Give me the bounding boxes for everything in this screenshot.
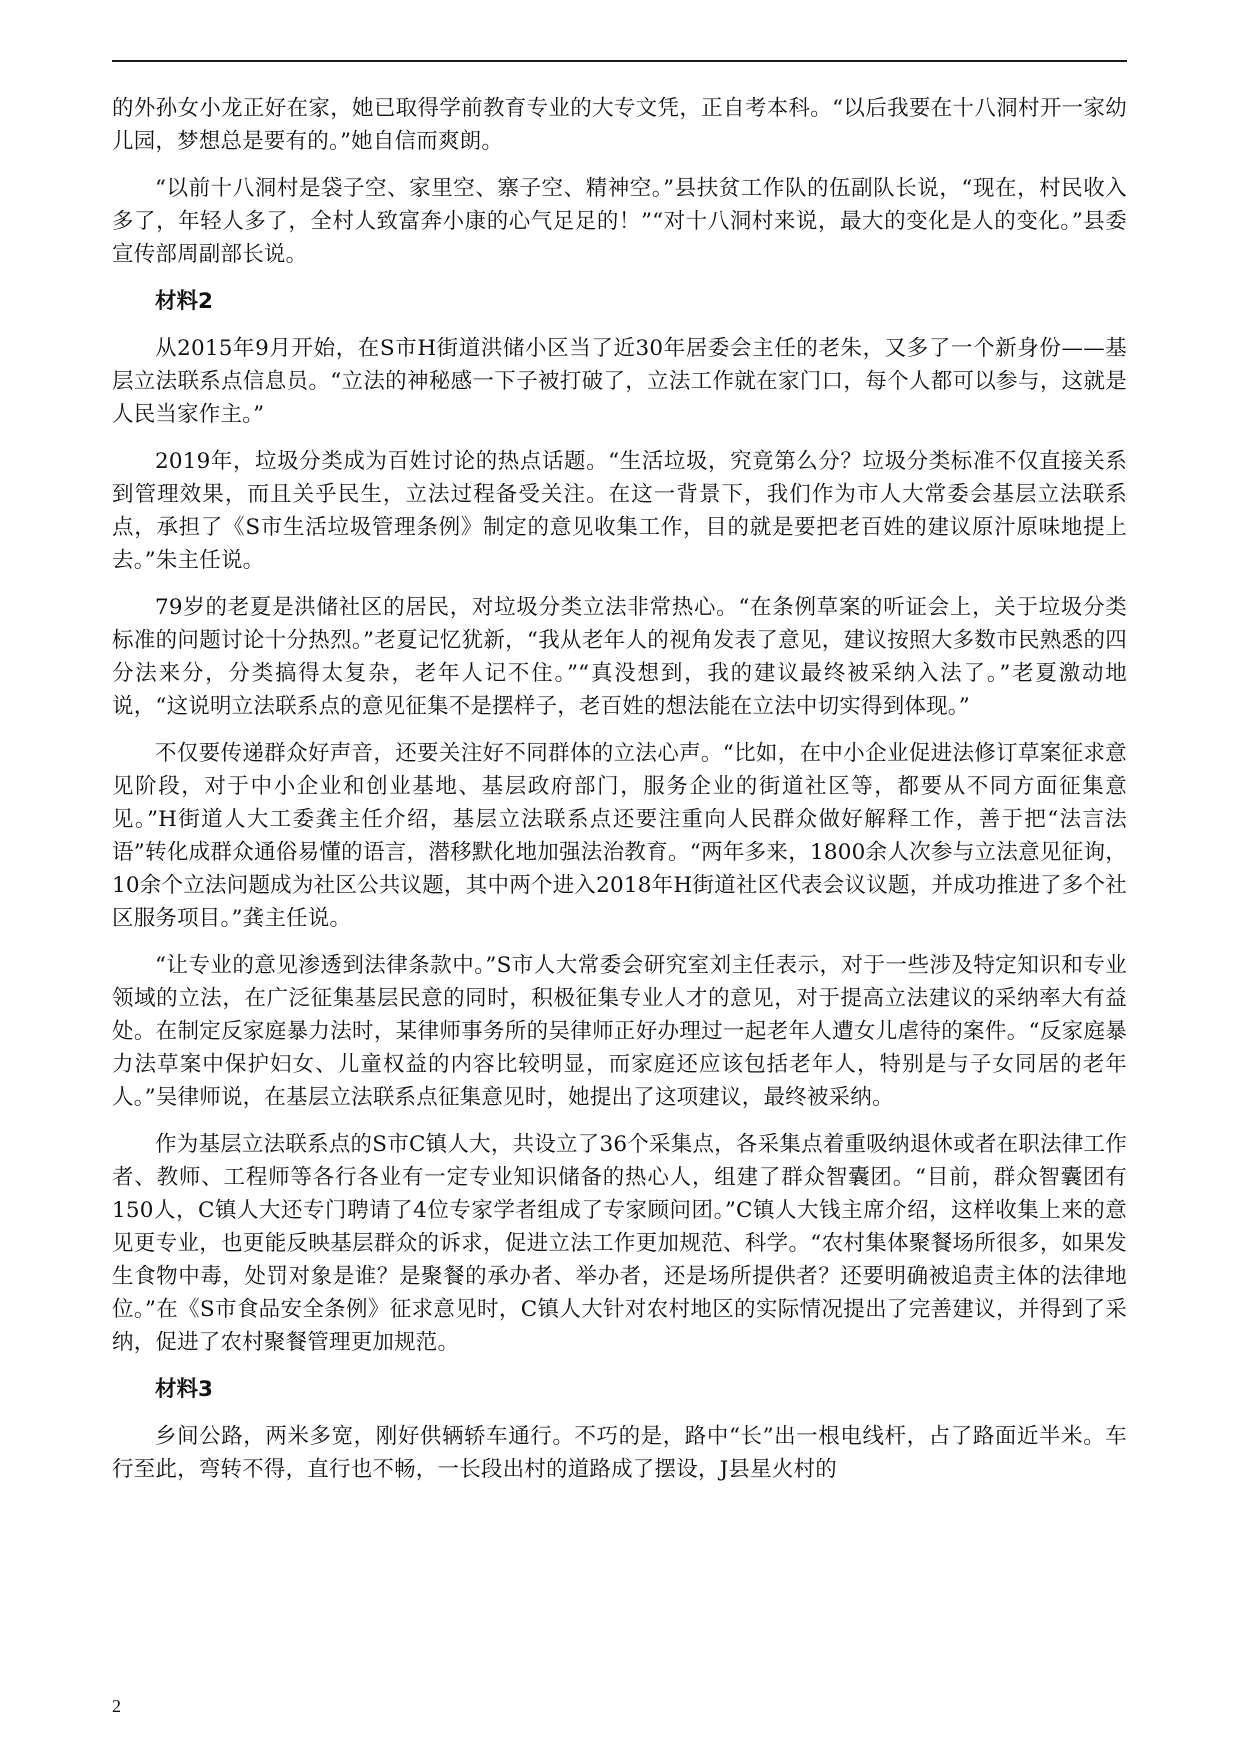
paragraph: 不仅要传递群众好声音，还要关注好不同群体的立法心声。“比如，在中小企业促进法修订草案征求意见阶段，对于中小企业和创业基地、基层政府部门，服务企业的街道社区等，都要从不同方面征集意见。”H街道人大工委龚主任介绍，基层立法联系点还要注重向人民群众做好解释工作，善于把“法言法语”转化成群众通俗易懂的语言，潜移默化地加强法治教育。“两年多来，1800余人次参与立法意见征询，10余个立法问题成为社区公共议题，其中两个进入2018年H街道社区代表会议议题，并成功推进了多个社区服务项目。”龚主任说。 [112, 741, 1127, 931]
document-body [112, 92, 1127, 1500]
paragraph: 从2015年9月开始，在S市H街道洪储小区当了近30年居委会主任的老朱，又多了一个新身份——基层立法联系点信息员。“立法的神秘感一下子被打破了，立法工作就在家门口，每个人都可以参与，这就是人民当家作主。” [112, 336, 1127, 427]
paragraph: 作为基层立法联系点的S市C镇人大，共设立了36个采集点，各采集点着重吸纳退休或者在职法律工作者、教师、工程师等各行各业有一定专业知识储备的热心人，组建了群众智囊团。“目前，群众智囊团有150人，C镇人大还专门聘请了4位专家学者组成了专家顾问团。”C镇人大钱主席介绍，这样收集上来的意见更专业，也更能反映基层群众的诉求，促进立法工作更加规范、科学。“农村集体聚餐场所很多，如果发生食物中毒，处罚对象是谁？是聚餐的承办者、举办者，还是场所提供者？还要明确被追责主体的法律地位。”在《S市食品安全条例》征求意见时，C镇人大针对农村地区的实际情况提出了完善建议，并得到了采纳，促进了农村聚餐管理更加规范。 [112, 1132, 1127, 1355]
paragraph: 乡间公路，两米多宽，刚好供辆轿车通行。不巧的是，路中“长”出一根电线杆，占了路面近半米。车行至此，弯转不得，直行也不畅，一长段出村的道路成了摆设，J县星火村的 [112, 1424, 1127, 1482]
paragraph: “让专业的意见渗透到法律条款中。”S市人大常委会研究室刘主任表示，对于一些涉及特定知识和专业领域的立法，在广泛征集基层民意的同时，积极征集专业人才的意见，对于提高立法建议的采纳率大有益处。在制定反家庭暴力法时，某律师事务所的吴律师正好办理过一起老年人遭女儿虐待的案件。“反家庭暴力法草案中保护妇女、儿童权益的内容比较明显，而家庭还应该包括老年人，特别是与子女同居的老年人。”吴律师说，在基层立法联系点征集意见时，她提出了这项建议，最终被采纳。 [112, 953, 1127, 1110]
paragraph: 2019年，垃圾分类成为百姓讨论的热点话题。“生活垃圾，究竟第么分？垃圾分类标准不仅直接关系到管理效果，而且关乎民生，立法过程备受关注。在这一背景下，我们作为市人大常委会基层立法联系点，承担了《S市生活垃圾管理条例》制定的意见收集工作，目的就是要把老百姓的建议原汁原味地提上去。”朱主任说。 [112, 449, 1127, 573]
paragraph: 的外孙女小龙正好在家，她已取得学前教育专业的大专文凭，正自考本科。“以后我要在十八洞村开一家幼儿园，梦想总是要有的。”她自信而爽朗。 [112, 96, 1127, 154]
section-title-material-2: 材料2 [155, 289, 213, 314]
page-number: 2 [112, 1696, 121, 1716]
paragraph: 79岁的老夏是洪储社区的居民，对垃圾分类立法非常热心。“在条例草案的听证会上，关于垃圾分类标准的问题讨论十分热烈。”老夏记忆犹新，“我从老年人的视角发表了意见，建议按照大多数市民熟悉的四分法来分，分类搞得太复杂，老年人记不住。”“真没想到，我的建议最终被采纳入法了。”老夏激动地说，“这说明立法联系点的意见征集不是摆样子，老百姓的想法能在立法中切实得到体现。” [112, 595, 1127, 719]
section-title-material-3: 材料3 [155, 1377, 213, 1402]
paragraph: “以前十八洞村是袋子空、家里空、寨子空、精神空。”县扶贫工作队的伍副队长说，“现在，村民收入多了，年轻人多了，全村人致富奔小康的心气足足的！”“对十八洞村来说，最大的变化是人的变化。”县委宣传部周副部长说。 [112, 176, 1127, 267]
header-rule [112, 60, 1127, 62]
